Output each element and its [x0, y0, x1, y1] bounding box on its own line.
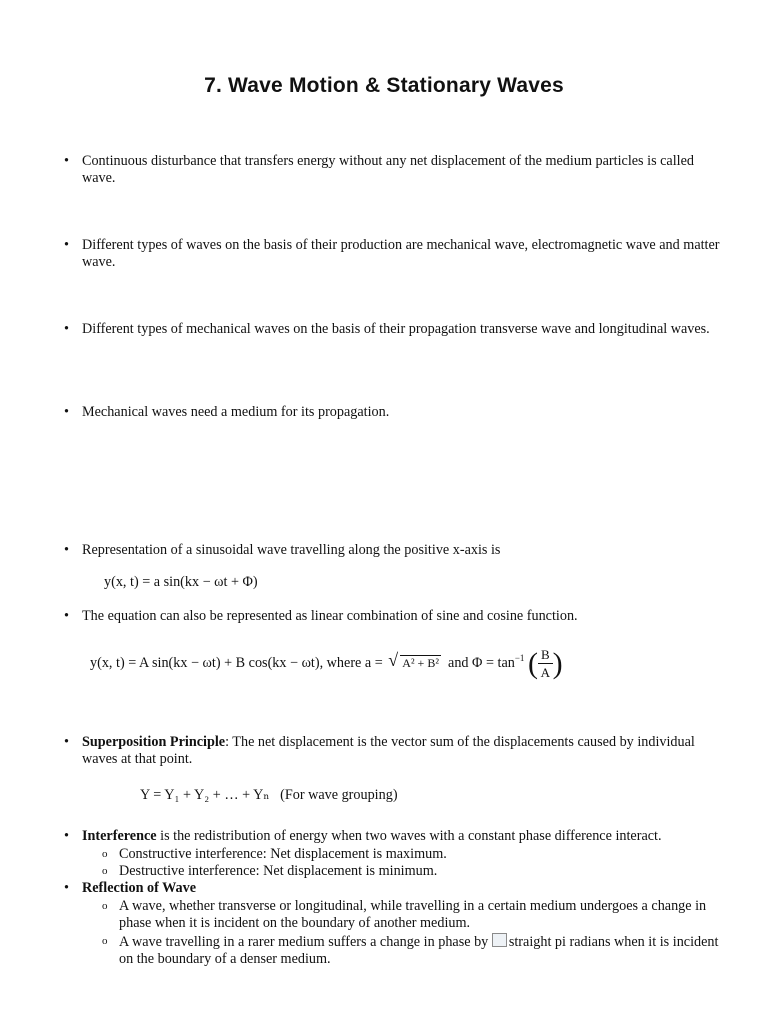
bullet-text: Mechanical waves need a medium for its propagation.	[82, 404, 390, 420]
circle-bullet-icon: o	[102, 900, 108, 912]
bullet-icon: •	[64, 880, 69, 896]
reflection-heading: Reflection of Wave	[82, 880, 196, 896]
equation-sinusoidal-wave: y(x, t) = a sin(kx − ωt + Φ)	[104, 574, 258, 590]
left-paren-icon: (	[527, 647, 538, 680]
bullet-icon: •	[64, 153, 69, 169]
image-alt-text: straight pi	[508, 934, 566, 950]
equation-mid: and Φ = tan	[448, 654, 515, 671]
right-paren-icon: )	[552, 647, 563, 680]
bullet-text: Representation of a sinusoidal wave travelling along the positive x-axis is	[82, 542, 501, 558]
circle-bullet-icon: o	[102, 865, 108, 877]
document-page: 7. Wave Motion & Stationary Waves • Continuous disturbance that transfers energy without any net displacement of the medium particles is called wave. • Different types of waves on the basis of their production are mechanical wave, electromagnetic wave and matter wave. • Different types of mechanical waves on the basis of their propagation transverse wave and longitudinal waves. • Mechanical waves need a medium for its propagation. • Representation of a sinusoidal wave travelling along the positive x-axis is y(x, t) = a sin(kx − ωt + Φ) • The equation can also be represented as linear combination of sine and cosine function. y(x, t) = A sin(kx − ωt) + B cos(kx − ωt), where a = √ A² + B² and $\Phi = \tan^{-1}$ ( $\frac{B}{A}$ ) • Superposition Principle: The net displacement is the vector sum of the displacements caused by individual waves at that point. Y = Y₁ + Y₂ + … + Yₙ (For wave grouping) • Interference is the redistribution of energy when two waves with a constant phase difference interact. o Constructive interference: Net displacement is maximum. o Destructive interference: Net displacement is minimum. • Reflection of Wave o A wave, whether transverse or longitudinal, while travelling in a certain medium undergoes a change in phase when it is incident on the boundary of another medium. o A wave travelling in a rarer medium suffers a change in phase by straight pi radians when it is incident on the boundary of a denser medium.	[0, 0, 768, 1024]
circle-bullet-icon: o	[102, 935, 108, 947]
sqrt-radicand: A² + B²	[402, 655, 439, 670]
broken-image-icon	[492, 933, 507, 947]
bullet-icon: •	[64, 734, 69, 750]
square-root	[388, 649, 441, 672]
fraction-denominator: A	[540, 665, 551, 680]
equation-superposition	[140, 787, 398, 804]
fraction-b-over-a	[538, 646, 553, 681]
radical-sign-icon: √	[388, 649, 399, 670]
superposition-heading: Superposition Principle	[82, 734, 226, 750]
bullet-icon: •	[64, 237, 69, 253]
equation-sine-cosine-combination	[90, 646, 563, 681]
equation-lhs: y(x, t) = A sin(kx − ωt) + B cos(kx − ωt), where a =	[90, 654, 383, 671]
page-title: 7. Wave Motion & Stationary Waves	[204, 74, 564, 97]
interference-text: is the redistribution of energy when two waves with a constant phase difference interact.	[156, 828, 662, 844]
bullet-icon: •	[64, 828, 69, 844]
bullet-text: The equation can also be represented as linear combination of sine and cosine function.	[82, 608, 578, 624]
superposition-sum: Y = Y₁ + Y₂ + … + Yₙ	[140, 787, 270, 803]
bullet-text: Different types of waves on the basis of their production are mechanical wave, electromagnetic wave and matter wave.	[82, 237, 720, 270]
inverse-exponent: −1	[514, 653, 525, 664]
bullet-icon: •	[64, 542, 69, 558]
superposition-text: : The net displacement is the vector sum of the displacements caused by individual waves at that point.	[82, 734, 695, 767]
bullet-text: Continuous disturbance that transfers energy without any net displacement of the medium particles is called wave.	[82, 153, 695, 186]
bullet-icon: •	[64, 404, 69, 420]
interference-heading: Interference	[82, 828, 157, 844]
fraction-numerator: B	[538, 646, 553, 664]
bullet-text: Different types of mechanical waves on the basis of their propagation transverse wave and longitudinal waves.	[82, 321, 710, 337]
bullet-icon: •	[64, 321, 69, 337]
bullet-icon: •	[64, 608, 69, 624]
superposition-note: (For wave grouping)	[280, 787, 398, 803]
circle-bullet-icon: o	[102, 848, 108, 860]
